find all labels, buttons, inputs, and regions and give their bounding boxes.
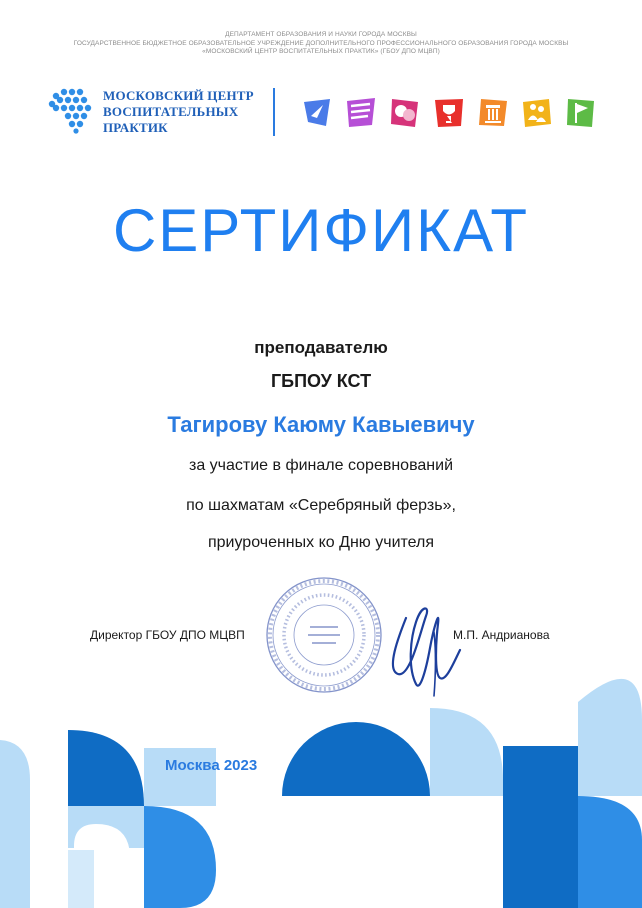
certificate-title: СЕРТИФИКАТ bbox=[112, 197, 530, 264]
column-icon bbox=[479, 99, 507, 126]
recipient-organization: ГБПОУ КСТ bbox=[270, 371, 372, 391]
issuer-header bbox=[0, 31, 642, 57]
paper-plane-icon bbox=[304, 99, 330, 126]
city-year: Москва 2023 bbox=[165, 757, 258, 774]
organization-logo-text bbox=[103, 88, 254, 136]
header-line-department: ДЕПАРТАМЕНТ ОБРАЗОВАНИЯ И НАУКИ ГОРОДА МОСКВЫ bbox=[225, 31, 417, 38]
award-description-line: за участие в финале соревнований bbox=[188, 457, 454, 474]
logo-line: ВОСПИТАТЕЛЬНЫХ bbox=[103, 104, 239, 119]
recipient-role: преподавателю bbox=[254, 338, 388, 357]
recipient-name: Тагирову Каюму Кавыевичу bbox=[167, 412, 475, 437]
dotted-logo-icon bbox=[47, 86, 97, 134]
stripes-icon bbox=[347, 98, 375, 127]
figures-icon bbox=[523, 99, 551, 127]
trophy-icon bbox=[435, 99, 463, 127]
logo-line: ПРАКТИК bbox=[103, 120, 168, 135]
director-position: Директор ГБОУ ДПО МЦВП bbox=[90, 628, 245, 642]
theater-masks-icon bbox=[391, 99, 418, 127]
decorative-shapes bbox=[0, 650, 642, 908]
flag-icon bbox=[567, 99, 594, 127]
award-description-line: приуроченных ко Дню учителя bbox=[207, 534, 435, 551]
header-line-institution: ГОСУДАРСТВЕННОЕ БЮДЖЕТНОЕ ОБРАЗОВАТЕЛЬНОЕ УЧРЕЖДЕНИЕ ДОПОЛНИТЕЛЬНОГО ПРОФЕССИОНАЛЬНОГО ОБРАЗОВАНИЯ ГОРОДА МОСКВЫ bbox=[73, 39, 569, 47]
logo-line: МОСКОВСКИЙ ЦЕНТР bbox=[103, 88, 254, 103]
logo-divider bbox=[273, 88, 275, 136]
award-description-line: по шахматам «Серебряный ферзь», bbox=[186, 497, 456, 514]
partner-icons bbox=[300, 96, 596, 130]
signer-name: М.П. Андрианова bbox=[453, 628, 550, 642]
header-line-center: «МОСКОВСКИЙ ЦЕНТР ВОСПИТАТЕЛЬНЫХ ПРАКТИК» (ГБОУ ДПО МЦВП) bbox=[202, 48, 440, 56]
